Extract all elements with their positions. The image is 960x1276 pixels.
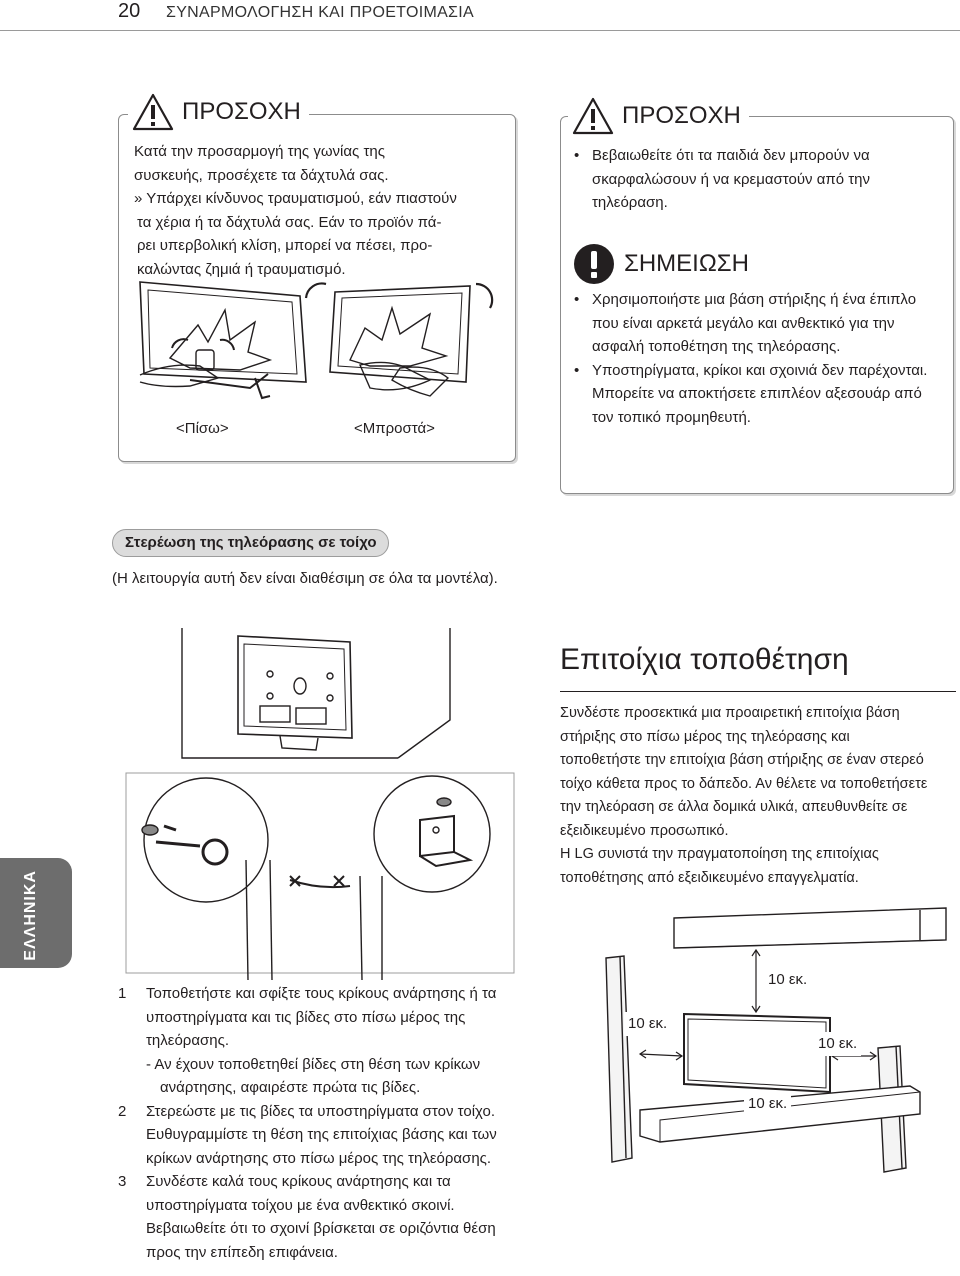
exclamation-circle-icon	[572, 242, 616, 286]
clearance-right-label: 10 εκ.	[814, 1032, 861, 1056]
caution-left-line: ρει υπερβολική κλίση, μπορεί να πέσει, προ-	[137, 237, 433, 254]
wall-fix-heading: Στερέωση της τηλεόρασης σε τοίχο	[112, 529, 389, 557]
note-title: ΣΗΜΕΙΩΣΗ	[624, 250, 749, 277]
step-number: 2	[118, 1102, 127, 1120]
tv-front-view	[306, 283, 492, 396]
caution-right-list	[570, 144, 938, 215]
note-list	[570, 288, 932, 429]
caution-right-heading	[568, 94, 749, 138]
step-item	[118, 982, 518, 1100]
note-bullet: • Υποστηρίγματα, κρίκοι και σχοινιά δεν παρέχονται. Μπορείτε να αποκτήσετε επιπλέον αξεσουάρ από τον τοπικό προμηθευτή.	[570, 359, 932, 430]
wall-fix-subtitle: (Η λειτουργία αυτή δεν είναι διαθέσιμη σε όλα τα μοντέλα).	[112, 570, 498, 587]
language-side-tab	[0, 858, 72, 968]
wall-mount-paragraph: Η LG συνιστά την πραγματοποίηση της επιτοίχιας τοποθέτησης από εξειδικευμένο επαγγελματία.	[560, 846, 879, 886]
warning-icon	[572, 97, 614, 135]
step-text: Τοποθετήστε και σφίξτε τους κρίκους ανάρτησης ή τα υποστηρίγματα και τις βίδες στο πίσω μέρος της τηλεόρασης.	[146, 985, 497, 1049]
step-number: 1	[118, 985, 127, 1002]
caution-left-heading	[128, 90, 309, 134]
caution-left-line: τα χέρια ή τα δάχτυλά σας. Εάν το προϊόν πά-	[137, 213, 442, 231]
step-subtext: Βεβαιωθείτε ότι το σχοινί βρίσκεται σε οριζόντια θέση προς την επίπεδη επιφάνεια.	[146, 1220, 496, 1261]
note-heading	[568, 240, 757, 288]
caution-right-bullet: • Βεβαιωθείτε ότι τα παιδιά δεν μπορούν να σκαρφαλώσουν ή να κρεμαστούν από την τηλεόραση.	[570, 144, 938, 215]
caution-left-text	[134, 140, 512, 281]
caution-left-title: ΠΡΟΣΟΧΗ	[182, 98, 301, 125]
clearance-left-label: 10 εκ.	[624, 1012, 671, 1036]
wall-mount-clearance-illustration	[580, 906, 952, 1176]
wall-mount-title: Επιτοίχια τοποθέτηση	[560, 643, 849, 676]
wall-mount-rule	[560, 691, 956, 692]
page-number: 20	[118, 0, 141, 22]
tv-tilt-illustration	[130, 270, 510, 410]
page-header	[0, 0, 960, 31]
step-subtext: - Αν έχουν τοποθετηθεί βίδες στη θέση των κρίκων ανάρτησης, αφαιρέστε πρώτα τις βίδες.	[146, 1055, 481, 1096]
caution-left-line: » Υπάρχει κίνδυνος τραυματισμού, εάν πιαστούν	[134, 190, 457, 207]
step-subtext: Ευθυγραμμίστε τη θέση της επιτοίχιας βάσης και των κρίκων ανάρτησης στο πίσω μέρος της τηλεόρασης.	[146, 1126, 497, 1167]
tv-back-view	[140, 282, 306, 398]
wall-fix-steps	[118, 982, 518, 1264]
back-label: <Πίσω>	[176, 420, 229, 437]
step-text: Στερεώστε με τις βίδες τα υποστηρίγματα στον τοίχο.	[146, 1102, 496, 1120]
step-item	[118, 1100, 518, 1171]
chapter-title: ΣΥΝΑΡΜΟΛΟΓΗΣΗ ΚΑΙ ΠΡΟΕΤΟΙΜΑΣΙΑ	[166, 4, 474, 21]
wall-mount-paragraph: Συνδέστε προσεκτικά μια προαιρετική επιτοίχια βάση στήριξης στο πίσω μέρος της τηλεόρασης και τοποθετήστε την επιτοίχια βάση στήριξης σε έναν στερεό τοίχο κάθετα προς το δάπεδο. Αν θέλετε να τοποθετήσετε την τηλεόραση σε άλλα δομικά υλικά, απευθυνθείτε σε εξειδικευμένο προσωπικό.	[560, 705, 928, 839]
warning-icon	[132, 93, 174, 131]
caution-left-line: συσκευής, προσέχετε τα δάχτυλά σας.	[134, 166, 389, 184]
step-number: 3	[118, 1173, 127, 1190]
caution-right-title: ΠΡΟΣΟΧΗ	[622, 102, 741, 129]
note-bullet: • Χρησιμοποιήστε μια βάση στήριξης ή ένα έπιπλο που είναι αρκετά μεγάλο και ανθεκτικό για την ασφαλή τοποθέτηση της τηλεόρασης.	[570, 288, 932, 359]
caution-left-line: καλώντας ζημιά ή τραυματισμό.	[137, 260, 346, 278]
step-item	[118, 1170, 518, 1264]
tv-wall-fixing-illustration	[120, 620, 520, 980]
front-label: <Μπροστά>	[354, 420, 435, 437]
caution-left-line: Κατά την προσαρμογή της γωνίας της	[134, 143, 385, 160]
clearance-top-label: 10 εκ.	[764, 968, 811, 992]
clearance-bottom-label: 10 εκ.	[744, 1092, 791, 1116]
wall-mount-text	[560, 702, 928, 890]
language-tab-label: ΕΛΛΗΝΙΚΑ	[22, 870, 39, 961]
step-text: Συνδέστε καλά τους κρίκους ανάρτησης και τα υποστηρίγματα τοίχου με ένα ανθεκτικό σκοινί.	[146, 1173, 455, 1214]
